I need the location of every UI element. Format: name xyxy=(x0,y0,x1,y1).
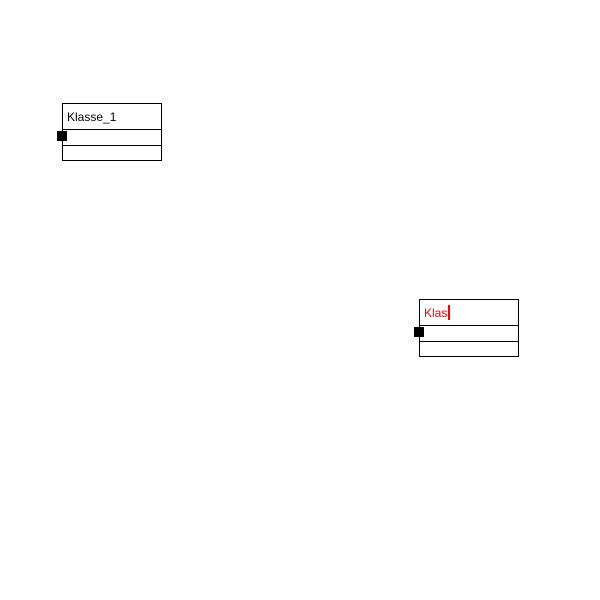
class-box-klasse-1[interactable] xyxy=(62,103,162,161)
class-name-label[interactable]: Klasse_1 xyxy=(63,104,161,130)
class-name-input-text: Klas xyxy=(424,306,448,320)
connector-handle[interactable] xyxy=(57,131,67,141)
attributes-compartment[interactable] xyxy=(420,326,518,342)
operations-compartment[interactable] xyxy=(420,342,518,356)
connector-handle[interactable] xyxy=(414,327,424,337)
class-box-editing[interactable] xyxy=(419,299,519,357)
attributes-compartment[interactable] xyxy=(63,130,161,146)
operations-compartment[interactable] xyxy=(63,146,161,160)
text-caret xyxy=(448,305,450,320)
class-name-editor[interactable] xyxy=(420,300,518,326)
